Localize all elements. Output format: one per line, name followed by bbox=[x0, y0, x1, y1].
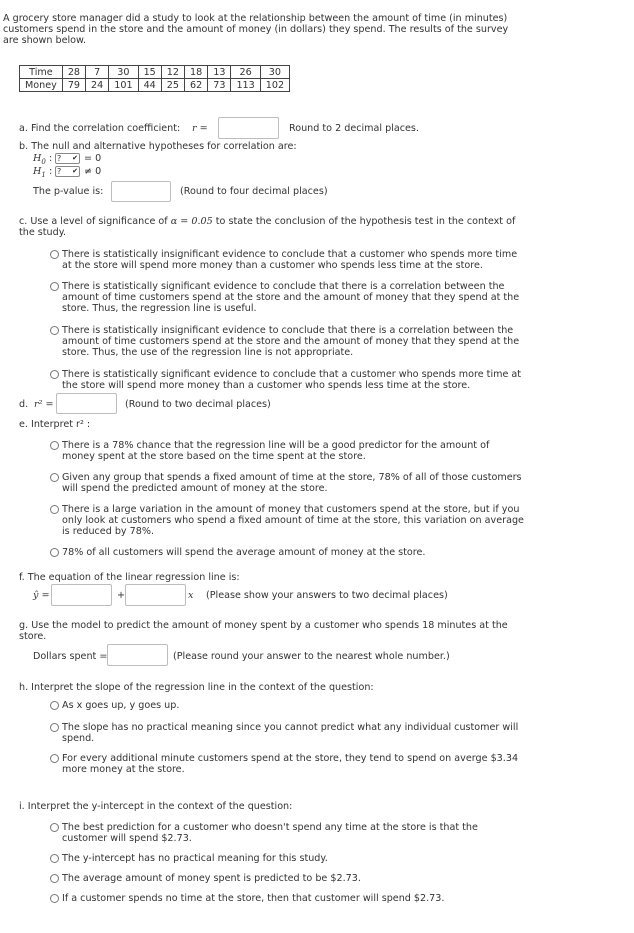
table-cell: 30 bbox=[109, 66, 138, 79]
h1-param-select[interactable]: ? ✔ bbox=[57, 167, 78, 176]
yhat-label: ŷ = bbox=[33, 590, 50, 601]
table-cell: 79 bbox=[62, 79, 85, 92]
radio-button[interactable] bbox=[50, 326, 59, 335]
table-cell: 102 bbox=[260, 79, 289, 92]
part-h-option-2[interactable]: The slope has no practical meaning since you cannot predict what any individual customer will spend. bbox=[50, 722, 528, 744]
part-a-var: r = bbox=[192, 123, 208, 134]
dollars-spent-label: Dollars spent = bbox=[33, 651, 108, 662]
part-d-hint: (Round to two decimal places) bbox=[125, 399, 271, 410]
pvalue-hint: (Round to four decimal places) bbox=[180, 186, 328, 197]
h0-relation: = 0 bbox=[84, 153, 102, 164]
row-label-time: Time bbox=[20, 66, 63, 79]
table-cell: 30 bbox=[260, 66, 289, 79]
radio-button[interactable] bbox=[50, 723, 59, 732]
part-f-hint: (Please show your answers to two decimal places) bbox=[206, 590, 448, 601]
table-cell: 7 bbox=[86, 66, 109, 79]
table-cell: 28 bbox=[62, 66, 85, 79]
table-cell: 18 bbox=[185, 66, 208, 79]
table-cell: 113 bbox=[231, 79, 260, 92]
h0-param-select[interactable]: ? ✔ bbox=[57, 154, 78, 163]
radio-button[interactable] bbox=[50, 854, 59, 863]
table-cell: 13 bbox=[208, 66, 231, 79]
part-a-label: a. Find the correlation coefficient: bbox=[19, 123, 181, 134]
part-i-option-4[interactable]: If a customer spends no time at the store, then that customer will spend $2.73. bbox=[50, 893, 528, 904]
radio-button[interactable] bbox=[50, 282, 59, 291]
part-e-option-4[interactable]: 78% of all customers will spend the average amount of money at the store. bbox=[50, 547, 528, 558]
radio-button[interactable] bbox=[50, 441, 59, 450]
r-squared-input[interactable] bbox=[56, 393, 117, 414]
dollars-spent-input[interactable] bbox=[107, 644, 168, 666]
part-e-label: e. Interpret r² : bbox=[19, 419, 91, 430]
table-row-time bbox=[20, 66, 290, 79]
part-h-option-1[interactable]: As x goes up, y goes up. bbox=[50, 700, 528, 711]
radio-button[interactable] bbox=[50, 823, 59, 832]
slope-input[interactable] bbox=[125, 584, 186, 606]
part-i-option-2[interactable]: The y-intercept has no practical meaning for this study. bbox=[50, 853, 528, 864]
part-i-option-3[interactable]: The average amount of money spent is predicted to be $2.73. bbox=[50, 873, 528, 884]
part-d-var: r² = bbox=[34, 399, 54, 410]
table-cell: 44 bbox=[138, 79, 161, 92]
part-c-option-4[interactable]: There is statistically significant evidence to conclude that a customer who spends more time at the store will spend more money than a customer who spends less time at the store. bbox=[50, 369, 528, 391]
part-f-label: f. The equation of the linear regression line is: bbox=[19, 572, 240, 583]
part-h-option-3[interactable]: For every additional minute customers spend at the store, they tend to spend on averge $3.34 more money at the store. bbox=[50, 753, 528, 775]
h1-label: $H_1$ bbox=[33, 166, 46, 179]
radio-button[interactable] bbox=[50, 754, 59, 763]
row-label-money: Money bbox=[20, 79, 63, 92]
radio-button[interactable] bbox=[50, 473, 59, 482]
part-g-hint: (Please round your answer to the nearest whole number.) bbox=[173, 651, 450, 662]
data-table bbox=[19, 65, 290, 92]
part-g-label: g. Use the model to predict the amount of money spent by a customer who spends 18 minutes at the store. bbox=[19, 620, 508, 642]
table-cell: 26 bbox=[231, 66, 260, 79]
table-cell: 15 bbox=[138, 66, 161, 79]
chevron-down-icon: ✔ bbox=[72, 167, 78, 175]
radio-button[interactable] bbox=[50, 505, 59, 514]
part-c-label: c. Use a level of significance of α = 0.05 to state the conclusion of the hypothesis test in the context of the study. bbox=[19, 216, 516, 238]
part-e-option-3[interactable]: There is a large variation in the amount of money that customers spend at the store, but if you only look at customers who spend a fixed amount of time at the store, this variation on average is reduced by 78%. bbox=[50, 504, 528, 537]
part-i-label: i. Interpret the y-intercept in the context of the question: bbox=[19, 801, 293, 812]
part-d-label: d. bbox=[19, 399, 29, 410]
pvalue-label: The p-value is: bbox=[33, 186, 104, 197]
h1-relation: ≠ 0 bbox=[84, 166, 102, 177]
part-b-label: b. The null and alternative hypotheses for correlation are: bbox=[19, 141, 297, 152]
part-e-option-1[interactable]: There is a 78% chance that the regression line will be a good predictor for the amount of money spent at the store based on the time spent at the store. bbox=[50, 440, 520, 462]
correlation-input[interactable] bbox=[218, 117, 279, 139]
part-i-option-1[interactable]: The best prediction for a customer who doesn't spend any time at the store is that the customer will spend $2.73. bbox=[50, 822, 500, 844]
x-variable: x bbox=[188, 590, 194, 601]
part-a-hint: Round to 2 decimal places. bbox=[289, 123, 419, 134]
radio-button[interactable] bbox=[50, 874, 59, 883]
problem-intro: A grocery store manager did a study to look at the relationship between the amount of time (in minutes) customers spend in the store and the amount of money (in dollars) they spend. The results of the survey are shown below. bbox=[3, 13, 509, 46]
part-e-option-2[interactable]: Given any group that spends a fixed amount of time at the store, 78% of all of those customers will spend the predicted amount of money at the store. bbox=[50, 472, 528, 494]
radio-button[interactable] bbox=[50, 250, 59, 259]
radio-button[interactable] bbox=[50, 370, 59, 379]
chevron-down-icon: ✔ bbox=[72, 154, 78, 162]
table-cell: 24 bbox=[86, 79, 109, 92]
h0-label: $H_0$ bbox=[33, 153, 46, 166]
part-h-label: h. Interpret the slope of the regression line in the context of the question: bbox=[19, 682, 374, 693]
table-cell: 25 bbox=[161, 79, 184, 92]
radio-button[interactable] bbox=[50, 701, 59, 710]
part-c-option-2[interactable]: There is statistically significant evidence to conclude that there is a correlation between the amount of time customers spend at the store and the amount of money that they spend at the store. Thus, the regression line is useful. bbox=[50, 281, 528, 314]
radio-button[interactable] bbox=[50, 548, 59, 557]
table-cell: 62 bbox=[185, 79, 208, 92]
table-cell: 101 bbox=[109, 79, 138, 92]
intercept-input[interactable] bbox=[51, 584, 112, 606]
radio-button[interactable] bbox=[50, 894, 59, 903]
table-row-money bbox=[20, 79, 290, 92]
part-c-option-3[interactable]: There is statistically insignificant evidence to conclude that there is a correlation between the amount of time customers spend at the store and the amount of money that they spend at the store. Thus, the use of the regression line is not appropriate. bbox=[50, 325, 528, 358]
part-c-option-1[interactable]: There is statistically insignificant evidence to conclude that a customer who spends more time at the store will spend more money than a customer who spends less time at the store. bbox=[50, 249, 528, 271]
plus-sign: + bbox=[117, 590, 126, 601]
table-cell: 12 bbox=[161, 66, 184, 79]
pvalue-input[interactable] bbox=[111, 181, 171, 202]
table-cell: 73 bbox=[208, 79, 231, 92]
